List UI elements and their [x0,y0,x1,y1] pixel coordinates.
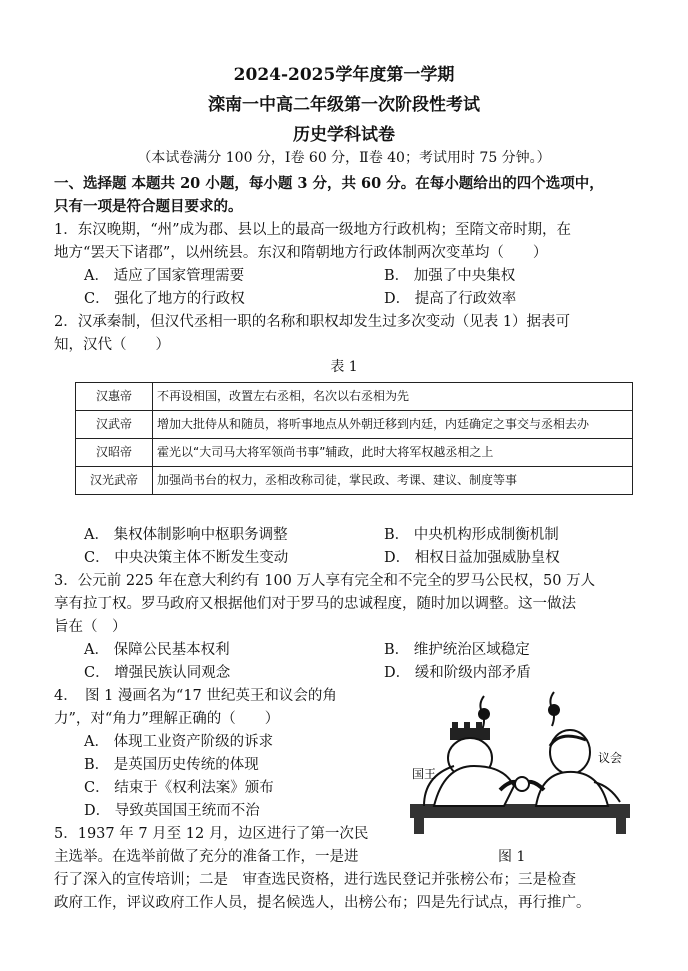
q1-option-c: C． 强化了地方的行政权 [84,291,245,307]
table-cell-emperor: 汉光武帝 [76,467,153,495]
table-row [76,383,633,411]
exam-name-title: 滦南一中高二年级第一次阶段性考试 [208,95,480,115]
q3-option-a: A． 保障公民基本权利 [84,642,230,658]
q1-option-d: D． 提高了行政效率 [384,291,517,307]
q3-text-line3: 旨在（ ） [54,619,127,635]
table-row [76,467,633,495]
q5-text-line1: 5．1937 年 7 月至 12 月，边区进行了第一次民 [54,826,369,842]
table-row [76,439,633,467]
q4-text-line2: 力”，对“角力”理解正确的（ ） [54,711,280,727]
figure-caption: 图 1 [498,849,526,865]
q3-option-b: B． 维护统治区域稳定 [384,642,530,658]
q5-text-line3: 行了深入的宣传培训；二是 审查选民资格，进行选民登记并张榜公布；三是检查 [54,872,576,888]
exam-year-title: 2024-2025学年度第一学期 [233,65,455,85]
subject-title: 历史学科试卷 [293,125,395,145]
table-cell-emperor: 汉惠帝 [76,383,153,411]
q1-option-b: B． 加强了中央集权 [384,268,516,284]
q5-text-line4: 政府工作，评议政府工作人员，提名候选人，出榜公布；四是先行试点，再行推广。 [54,895,591,911]
table-cell-change: 增加大批侍从和随员，将听事地点从外朝迁移到内廷，内廷确定之事交与丞相去办 [153,411,633,439]
q2-text-line2: 知，汉代（ ） [54,337,170,353]
q1-text-line2: 地方“罢天下诸郡”，以州统县。东汉和隋朝地方行政体制两次变革均（ ） [54,245,548,261]
table-1 [75,382,633,495]
q4-text-line1: 4． 图 1 漫画名为“17 世纪英王和议会的角 [54,688,337,704]
q4-option-b: B． 是英国历史传统的体现 [84,757,259,773]
q2-option-a: A． 集权体制影响中枢职务调整 [84,527,288,543]
q3-text-line1: 3．公元前 225 年在意大利约有 100 万人享有完全和不完全的罗马公民权，50 万人 [54,573,596,589]
label-king: 国王 [412,767,437,781]
exam-note: （本试卷满分 100 分，Ⅰ卷 60 分，Ⅱ卷 40；考试用时 75 分钟。） [137,150,551,166]
cartoon-king-vs-parliament-illustration [404,686,636,836]
table-row [76,411,633,439]
q2-option-b: B． 中央机构形成制衡机制 [384,527,559,543]
q3-option-d: D． 缓和阶级内部矛盾 [384,665,531,681]
q2-option-d: D． 相权日益加强威胁皇权 [384,550,560,566]
table-cell-change: 加强尚书台的权力，丞相改称司徒，掌民政、考课、建议、制度等事 [153,467,633,495]
table-caption: 表 1 [330,359,358,375]
q1-text-line1: 1．东汉晚期，“州”成为郡、县以上的最高一级地方行政机构；至隋文帝时期，在 [54,222,572,238]
table-cell-change: 霍光以“大司马大将军领尚书事”辅政，此时大将军权越丞相之上 [153,439,633,467]
section-title-line1: 一、选择题 本题共 20 小题，每小题 3 分，共 60 分。在每小题给出的四个选项中， [54,175,604,192]
q1-option-a: A． 适应了国家管理需要 [84,268,245,284]
q3-text-line2: 享有拉丁权。罗马政府又根据他们对于罗马的忠诚程度，随时加以调整。这一做法 [54,596,576,612]
table-cell-emperor: 汉武帝 [76,411,153,439]
q4-option-d: D． 导致英国国王统而不治 [84,803,260,819]
q2-text-line1: 2．汉承秦制，但汉代丞相一职的名称和职权却发生过多次变动（见表 1）据表可 [54,314,571,330]
table-cell-change: 不再设相国，改置左右丞相，名次以右丞相为先 [153,383,633,411]
q2-option-c: C． 中央决策主体不断发生变动 [84,550,289,566]
q3-option-c: C． 增强民族认同观念 [84,665,231,681]
label-parliament: 议会 [598,751,623,765]
section-title-line2: 只有一项是符合题目要求的。 [54,198,243,215]
table-cell-emperor: 汉昭帝 [76,439,153,467]
q4-option-a: A． 体现工业资产阶级的诉求 [84,734,274,750]
q5-text-line2: 主选举。在选举前做了充分的准备工作，一是进 [54,849,359,865]
q4-option-c: C． 结束于《权利法案》颁布 [84,780,274,796]
